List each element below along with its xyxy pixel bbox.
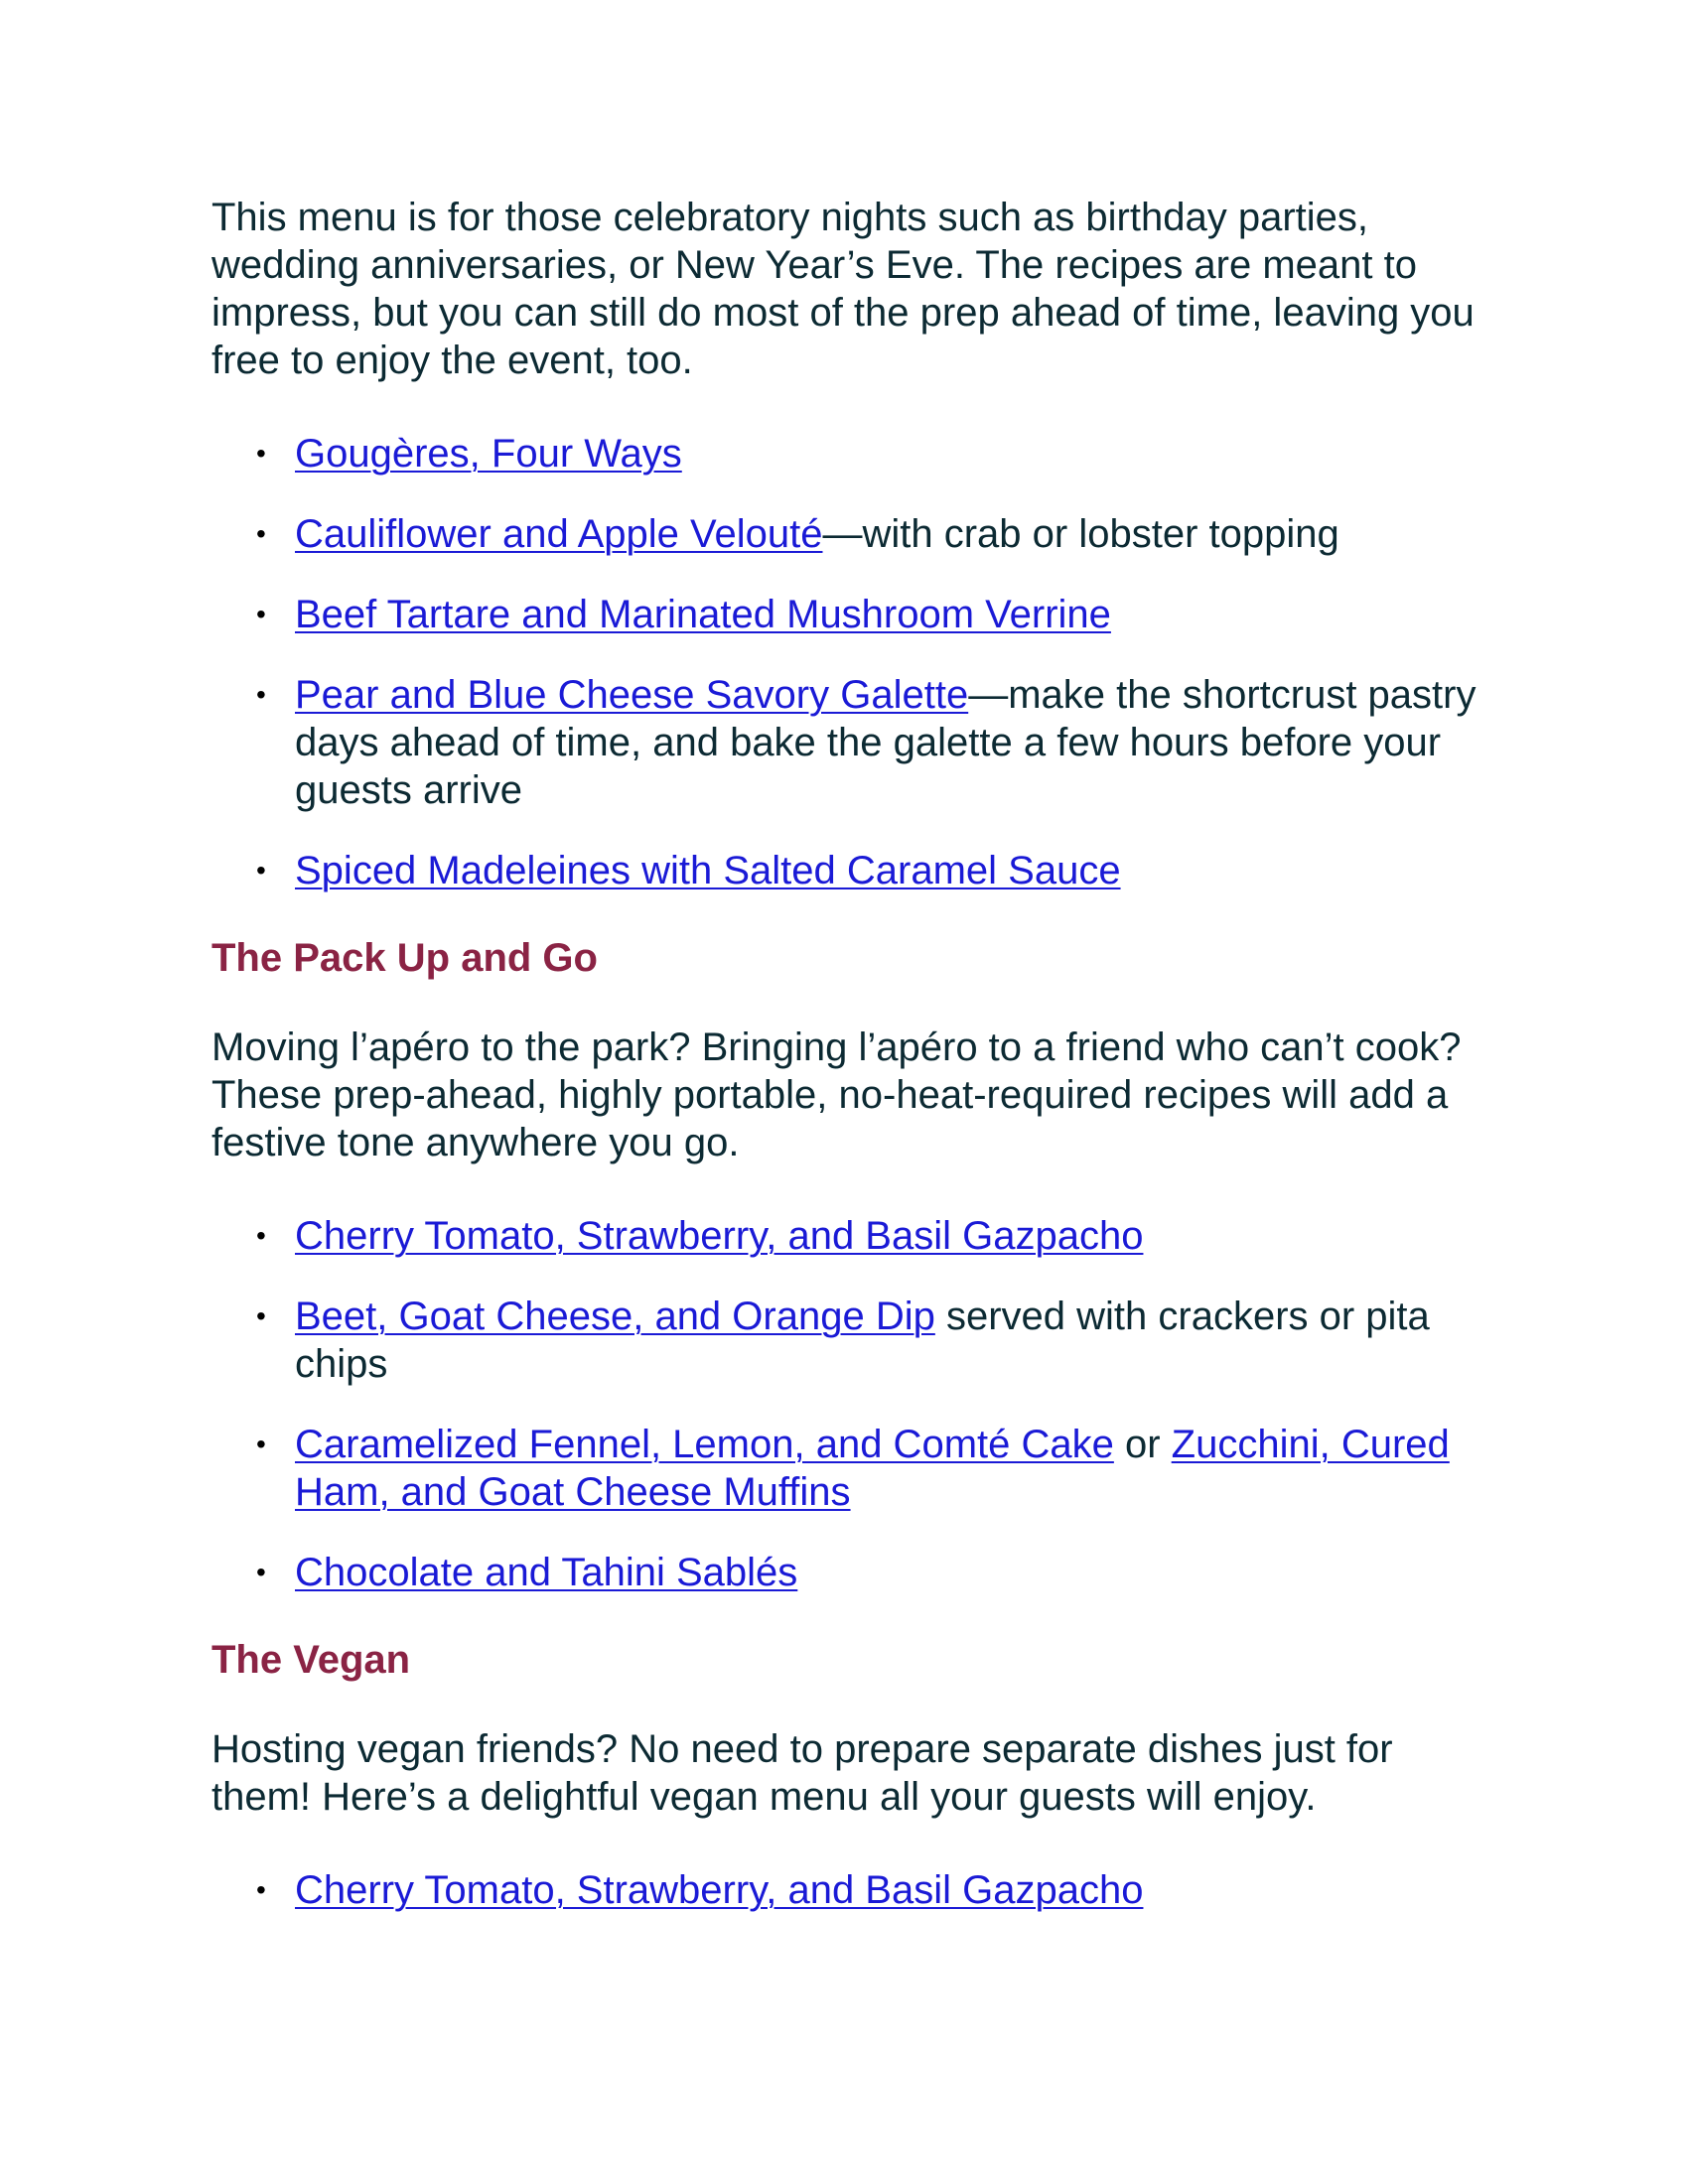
recipe-link-zucchini-muffins[interactable]: Zucchini, Cured Ham, and Goat Cheese Muffins — [295, 1423, 1450, 1514]
list-item — [211, 847, 1502, 894]
bullet-icon: • — [256, 438, 266, 469]
section-heading-vegan: The Vegan — [211, 1638, 411, 1682]
vegan-intro: Hosting vegan friends? No need to prepare separate dishes just for them! Here’s a delightful vegan menu all your guests will enjoy. — [211, 1727, 1393, 1819]
recipe-note: —with crab or lobster topping — [822, 512, 1339, 556]
recipe-link-beef-tartare[interactable]: Beef Tartare and Marinated Mushroom Verrine — [295, 593, 1111, 636]
list-item — [211, 430, 1502, 478]
recipe-note: —make the shortcrust pastry days ahead of time, and bake the galette a few hours before your guests arrive — [295, 673, 1477, 812]
recipe-link-madeleines[interactable]: Spiced Madeleines with Salted Caramel Sauce — [295, 849, 1121, 892]
pack-up-intro: Moving l’apéro to the park? Bringing l’apéro to a friend who can’t cook? These prep-ahead, highly portable, no-heat-required recipes will add a festive tone anywhere you go. — [211, 1025, 1462, 1164]
recipe-link-fennel-cake[interactable]: Caramelized Fennel, Lemon, and Comté Cake — [295, 1423, 1114, 1466]
recipe-link-beet-dip[interactable]: Beet, Goat Cheese, and Orange Dip — [295, 1295, 935, 1338]
list-item — [211, 1866, 1502, 1914]
celebration-intro: This menu is for those celebratory nights such as birthday parties, wedding anniversaries, or New Year’s Eve. The recipes are meant to impress, but you can still do most of the prep ahead of time, leaving you free to enjoy the event, too. — [211, 196, 1475, 382]
list-item — [211, 1212, 1502, 1260]
recipe-link-cauliflower-veloute[interactable]: Cauliflower and Apple Velouté — [295, 512, 823, 556]
list-item — [211, 1421, 1502, 1516]
bullet-icon: • — [256, 1220, 266, 1251]
bullet-icon: • — [256, 1557, 266, 1587]
list-item — [211, 1293, 1502, 1388]
recipe-link-gazpacho[interactable]: Cherry Tomato, Strawberry, and Basil Gazpacho — [295, 1214, 1144, 1258]
bullet-icon: • — [256, 599, 266, 629]
list-item — [211, 671, 1502, 814]
bullet-icon: • — [256, 679, 266, 710]
section-heading-pack-up: The Pack Up and Go — [211, 936, 598, 980]
recipe-connector: or — [1113, 1423, 1172, 1466]
recipe-link-pear-galette[interactable]: Pear and Blue Cheese Savory Galette — [295, 673, 969, 717]
recipe-link-gougeres[interactable]: Gougères, Four Ways — [295, 432, 682, 476]
document-page — [211, 194, 1502, 1954]
bullet-icon: • — [256, 518, 266, 549]
pack-up-recipe-list — [211, 1212, 1502, 1596]
celebration-recipe-list — [211, 430, 1502, 894]
recipe-note: served with crackers or pita chips — [295, 1295, 1430, 1386]
bullet-icon: • — [256, 855, 266, 886]
list-item — [211, 1549, 1502, 1596]
recipe-link-gazpacho[interactable]: Cherry Tomato, Strawberry, and Basil Gazpacho — [295, 1868, 1144, 1912]
bullet-icon: • — [256, 1300, 266, 1331]
bullet-icon: • — [256, 1429, 266, 1459]
list-item — [211, 510, 1502, 558]
recipe-link-tahini-sables[interactable]: Chocolate and Tahini Sablés — [295, 1551, 798, 1594]
vegan-recipe-list — [211, 1866, 1502, 1914]
bullet-icon: • — [256, 1874, 266, 1905]
list-item — [211, 591, 1502, 638]
